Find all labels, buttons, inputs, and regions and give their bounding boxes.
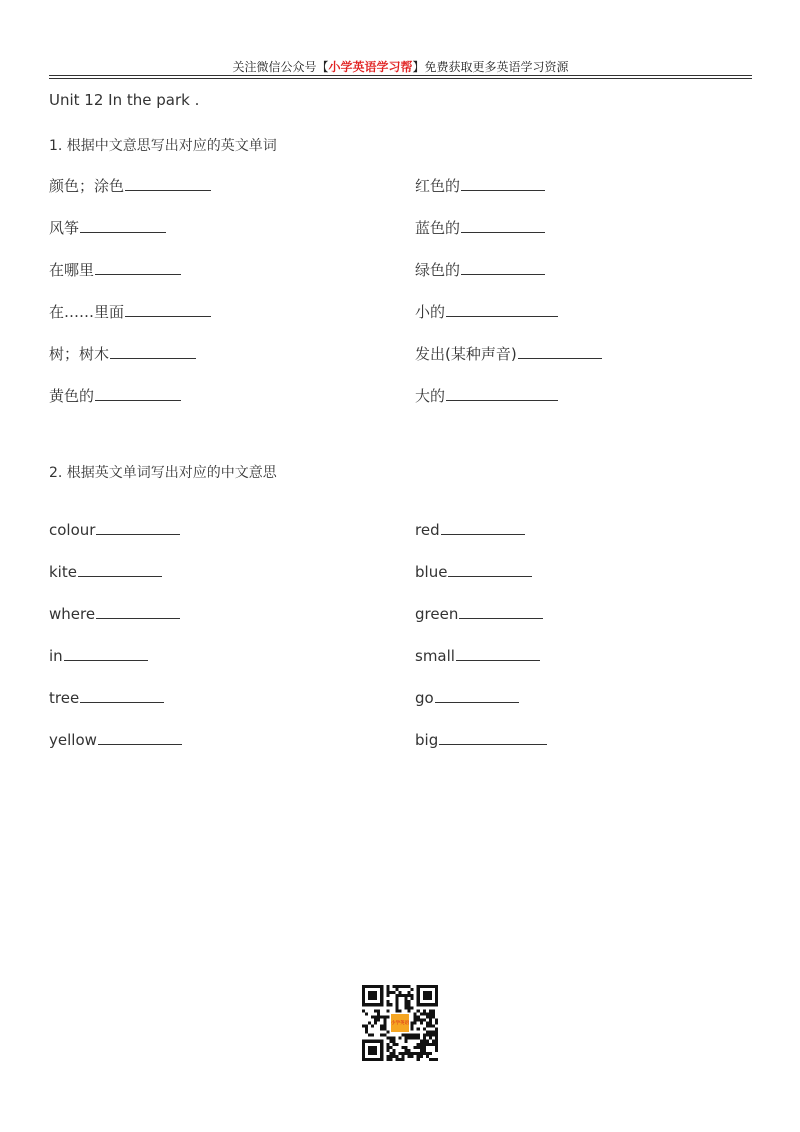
qr-module <box>402 1046 405 1049</box>
qr-module <box>383 1028 386 1031</box>
qr-module <box>429 1012 432 1015</box>
answer-blank[interactable] <box>125 302 211 317</box>
qr-module <box>411 1006 414 1009</box>
qr-module <box>417 1055 420 1058</box>
qr-module <box>429 1052 432 1055</box>
answer-blank[interactable] <box>461 176 545 191</box>
qr-module <box>405 1034 408 1037</box>
qr-module <box>432 1009 435 1012</box>
section2-item <box>415 520 525 540</box>
qr-module <box>411 1034 414 1037</box>
qr-module <box>408 1037 411 1040</box>
qr-module <box>365 1031 368 1034</box>
qr-module <box>429 1037 432 1040</box>
qr-module <box>389 1040 392 1043</box>
item-label: 颜色；涂色 <box>49 177 125 195</box>
qr-module <box>414 1012 417 1015</box>
qr-module <box>435 1049 438 1052</box>
qr-module <box>423 1040 426 1043</box>
section2-item <box>415 730 547 750</box>
qr-module <box>386 1037 389 1040</box>
qr-module <box>365 1028 368 1031</box>
qr-module <box>423 1012 426 1015</box>
qr-module <box>408 1009 411 1012</box>
qr-module <box>426 1052 429 1055</box>
qr-module <box>405 1000 408 1003</box>
answer-blank[interactable] <box>80 688 164 703</box>
answer-blank[interactable] <box>446 302 558 317</box>
answer-blank[interactable] <box>459 604 543 619</box>
qr-logo-text: 小学英语 <box>390 1021 410 1027</box>
qr-module <box>432 1034 435 1037</box>
section1-item <box>415 302 558 322</box>
qr-module <box>435 1058 438 1061</box>
qr-module <box>386 991 389 994</box>
qr-module <box>423 1043 426 1046</box>
answer-blank[interactable] <box>461 218 545 233</box>
qr-module <box>395 1055 398 1058</box>
qr-module <box>426 1040 429 1043</box>
qr-module <box>380 1028 383 1031</box>
qr-module <box>383 1015 386 1018</box>
qr-module <box>383 1021 386 1024</box>
qr-module <box>386 1043 389 1046</box>
header-bracket-close: 】 <box>412 60 425 74</box>
qr-module <box>386 1058 389 1061</box>
qr-module <box>371 1015 374 1018</box>
item-label: 绿色的 <box>415 261 461 279</box>
qr-module <box>420 1012 423 1015</box>
qr-module <box>411 1021 414 1024</box>
qr-module <box>414 1015 417 1018</box>
qr-module <box>377 1015 380 1018</box>
section1-item <box>415 176 545 196</box>
qr-module <box>417 1028 420 1031</box>
qr-module <box>426 1034 429 1037</box>
qr-module <box>398 1037 401 1040</box>
qr-module <box>414 1018 417 1021</box>
header-rule-thick <box>49 75 752 76</box>
qr-module <box>405 1049 408 1052</box>
qr-module <box>417 1009 420 1012</box>
section1-item <box>415 344 602 364</box>
qr-module <box>389 991 392 994</box>
qr-module <box>432 1025 435 1028</box>
item-label: kite <box>49 563 77 581</box>
qr-module <box>398 994 401 997</box>
section1-item <box>49 260 181 280</box>
qr-module <box>411 1025 414 1028</box>
qr-module <box>432 1043 435 1046</box>
item-label: go <box>415 689 434 707</box>
qr-module <box>389 1055 392 1058</box>
qr-module <box>417 1018 420 1021</box>
section2-item <box>49 730 182 750</box>
qr-module <box>408 1055 411 1058</box>
answer-blank[interactable] <box>518 344 602 359</box>
answer-blank[interactable] <box>80 218 166 233</box>
section2-item <box>415 688 519 708</box>
item-label: colour <box>49 521 96 539</box>
qr-module <box>411 988 414 991</box>
page-title: Unit 12 In the park . <box>49 91 200 109</box>
qr-module <box>429 1058 432 1061</box>
qr-module <box>408 1049 411 1052</box>
qr-module <box>420 1021 423 1024</box>
section1-item <box>415 260 545 280</box>
section1-item <box>415 218 545 238</box>
qr-module <box>426 1043 429 1046</box>
answer-blank[interactable] <box>78 562 162 577</box>
qr-module <box>435 1037 438 1040</box>
qr-module <box>411 1028 414 1031</box>
answer-blank[interactable] <box>456 646 540 661</box>
qr-module <box>374 1018 377 1021</box>
section2-item <box>49 520 180 540</box>
item-label: 发出(某种声音) <box>415 345 517 363</box>
qr-module <box>402 994 405 997</box>
qr-module <box>408 1000 411 1003</box>
qr-module <box>386 1046 389 1049</box>
item-label: 小的 <box>415 303 446 321</box>
item-label: in <box>49 647 63 665</box>
item-label: small <box>415 647 455 665</box>
section1-item <box>415 386 558 406</box>
qr-module <box>380 1015 383 1018</box>
qr-module <box>408 985 411 988</box>
qr-module <box>383 1018 386 1021</box>
qr-module <box>386 1049 389 1052</box>
qr-module <box>395 988 398 991</box>
qr-module <box>435 1028 438 1031</box>
qr-module <box>423 1046 426 1049</box>
qr-module <box>408 991 411 994</box>
qr-module <box>432 1015 435 1018</box>
qr-module <box>420 1052 423 1055</box>
qr-module <box>398 1052 401 1055</box>
answer-blank[interactable] <box>441 520 525 535</box>
header-prefix: 关注微信公众号 <box>232 60 317 74</box>
qr-module <box>402 1034 405 1037</box>
qr-module <box>426 1055 429 1058</box>
item-label: 树；树木 <box>49 345 110 363</box>
qr-module <box>408 1006 411 1009</box>
section2-item <box>415 562 532 582</box>
qr-module <box>395 1058 398 1061</box>
qr-module <box>429 1021 432 1024</box>
qr-module <box>417 1052 420 1055</box>
qr-module <box>420 1049 423 1052</box>
qr-module <box>435 1031 438 1034</box>
qr-module <box>423 1034 426 1037</box>
qr-module <box>392 1040 395 1043</box>
qr-module <box>398 991 401 994</box>
item-label: 蓝色的 <box>415 219 461 237</box>
qr-module <box>435 1021 438 1024</box>
section2-heading: 2. 根据英文单词写出对应的中文意思 <box>49 465 277 481</box>
qr-module <box>405 1052 408 1055</box>
item-label: 在……里面 <box>49 303 125 321</box>
qr-module <box>411 1037 414 1040</box>
qr-module <box>386 1009 389 1012</box>
qr-module <box>420 1046 423 1049</box>
qr-module <box>417 1015 420 1018</box>
qr-module <box>374 1015 377 1018</box>
qr-module <box>389 1037 392 1040</box>
qr-module <box>389 1052 392 1055</box>
header-suffix: 免费获取更多英语学习资源 <box>424 60 569 74</box>
section2-item <box>49 688 164 708</box>
qr-module <box>405 1040 408 1043</box>
qr-module <box>423 1018 426 1021</box>
qr-module <box>389 1003 392 1006</box>
qr-module <box>402 1055 405 1058</box>
qr-module <box>435 1046 438 1049</box>
qr-module <box>435 1040 438 1043</box>
answer-blank[interactable] <box>95 386 181 401</box>
qr-module <box>398 1009 401 1012</box>
qr-module <box>435 1018 438 1021</box>
qr-module <box>380 1034 383 1037</box>
qr-module <box>371 1025 374 1028</box>
qr-module <box>402 1052 405 1055</box>
qr-module <box>362 1025 365 1028</box>
qr-module <box>429 1025 432 1028</box>
qr-module <box>429 1031 432 1034</box>
qr-module <box>432 1012 435 1015</box>
qr-module <box>392 1037 395 1040</box>
qr-module <box>405 1037 408 1040</box>
qr-module <box>362 1009 365 1012</box>
qr-module <box>429 1043 432 1046</box>
item-label: blue <box>415 563 448 581</box>
qr-module <box>392 1052 395 1055</box>
qr-module <box>395 994 398 997</box>
qr-module <box>398 985 401 988</box>
qr-module <box>386 1015 389 1018</box>
qr-module <box>405 985 408 988</box>
item-label: 在哪里 <box>49 261 95 279</box>
answer-blank[interactable] <box>461 260 545 275</box>
qr-module <box>386 988 389 991</box>
answer-blank[interactable] <box>98 730 182 745</box>
qr-module <box>414 1037 417 1040</box>
item-label: yellow <box>49 731 97 749</box>
qr-module <box>426 1021 429 1024</box>
qr-module <box>377 1012 380 1015</box>
item-label: 红色的 <box>415 177 461 195</box>
answer-blank[interactable] <box>64 646 148 661</box>
qr-module <box>411 994 414 997</box>
section2-item <box>49 562 162 582</box>
answer-blank[interactable] <box>125 176 211 191</box>
qr-module <box>389 1058 392 1061</box>
qr-module <box>386 1000 389 1003</box>
qr-module <box>395 1009 398 1012</box>
qr-module <box>426 1015 429 1018</box>
section1-heading: 1. 根据中文意思写出对应的英文单词 <box>49 138 277 154</box>
item-label: 大的 <box>415 387 446 405</box>
qr-module <box>423 1028 426 1031</box>
qr-module <box>414 1034 417 1037</box>
qr-module <box>365 1025 368 1028</box>
answer-blank[interactable] <box>95 260 181 275</box>
qr-module <box>417 1034 420 1037</box>
section2-item <box>415 646 540 666</box>
qr-module <box>426 1025 429 1028</box>
qr-module <box>435 1043 438 1046</box>
qr-module <box>386 994 389 997</box>
qr-module <box>417 1046 420 1049</box>
qr-module <box>411 997 414 1000</box>
qr-module <box>395 1003 398 1006</box>
qr-module <box>432 1031 435 1034</box>
qr-module <box>395 1000 398 1003</box>
qr-module <box>386 1055 389 1058</box>
qr-module <box>426 1012 429 1015</box>
page-header <box>49 58 752 75</box>
qr-module <box>392 1049 395 1052</box>
section1-item <box>49 344 196 364</box>
qr-module <box>374 1021 377 1024</box>
item-label: where <box>49 605 96 623</box>
qr-module <box>411 1055 414 1058</box>
qr-module <box>392 991 395 994</box>
qr-module <box>368 1021 371 1024</box>
qr-module <box>429 1015 432 1018</box>
qr-module <box>383 1034 386 1037</box>
section2-item <box>49 604 180 624</box>
qr-module <box>377 1018 380 1021</box>
section2-item <box>415 604 543 624</box>
qr-module <box>365 1012 368 1015</box>
section1-item <box>49 176 211 196</box>
qr-module <box>426 1031 429 1034</box>
qr-module <box>395 1006 398 1009</box>
qr-module <box>386 1031 389 1034</box>
qr-module <box>395 985 398 988</box>
qr-module <box>405 997 408 1000</box>
header-account-name: 小学英语学习帮 <box>328 60 413 74</box>
qr-module <box>392 1055 395 1058</box>
qr-module <box>408 994 411 997</box>
item-label: 风筝 <box>49 219 80 237</box>
header-bracket-open: 【 <box>316 60 329 74</box>
qr-module <box>432 1058 435 1061</box>
qr-module <box>389 1046 392 1049</box>
qr-module <box>405 1006 408 1009</box>
answer-blank[interactable] <box>435 688 519 703</box>
qr-module <box>423 1009 426 1012</box>
qr-module <box>408 1052 411 1055</box>
qr-module <box>392 985 395 988</box>
qr-module <box>429 1009 432 1012</box>
qr-module <box>383 1025 386 1028</box>
qr-module <box>420 1055 423 1058</box>
answer-blank[interactable] <box>110 344 196 359</box>
qr-code <box>362 985 438 1061</box>
qr-module <box>435 1034 438 1037</box>
qr-module <box>408 1003 411 1006</box>
qr-module <box>371 1034 374 1037</box>
qr-module <box>392 1043 395 1046</box>
qr-module <box>405 994 408 997</box>
qr-module <box>368 1034 371 1037</box>
qr-module <box>408 1034 411 1037</box>
qr-module <box>411 1052 414 1055</box>
qr-module <box>417 1058 420 1061</box>
item-label: green <box>415 605 459 623</box>
qr-module <box>417 1037 420 1040</box>
qr-module <box>405 1046 408 1049</box>
item-label: red <box>415 521 440 539</box>
qr-module <box>395 1043 398 1046</box>
qr-module <box>429 1018 432 1021</box>
item-label: tree <box>49 689 80 707</box>
qr-module <box>374 1009 377 1012</box>
item-label: big <box>415 731 439 749</box>
qr-module <box>395 997 398 1000</box>
item-label: 黄色的 <box>49 387 95 405</box>
qr-module <box>386 1003 389 1006</box>
qr-module <box>414 1046 417 1049</box>
qr-module <box>423 1052 426 1055</box>
qr-module <box>420 1040 423 1043</box>
qr-module <box>402 985 405 988</box>
qr-module <box>429 1034 432 1037</box>
qr-module <box>420 1043 423 1046</box>
answer-blank[interactable] <box>448 562 532 577</box>
qr-module <box>377 1009 380 1012</box>
answer-blank[interactable] <box>96 520 180 535</box>
qr-module <box>423 1037 426 1040</box>
qr-module <box>432 1040 435 1043</box>
section1-item <box>49 302 211 322</box>
qr-module <box>420 1018 423 1021</box>
qr-module <box>414 1021 417 1024</box>
section1-item <box>49 386 181 406</box>
section2-item <box>49 646 148 666</box>
header-rule-thin <box>49 78 752 79</box>
qr-module <box>386 985 389 988</box>
answer-blank[interactable] <box>96 604 180 619</box>
qr-module <box>402 1058 405 1061</box>
qr-module <box>398 1058 401 1061</box>
qr-module <box>380 1025 383 1028</box>
section1-item <box>49 218 166 238</box>
qr-module <box>405 1003 408 1006</box>
qr-module <box>417 1043 420 1046</box>
answer-blank[interactable] <box>439 730 547 745</box>
answer-blank[interactable] <box>446 386 558 401</box>
qr-module <box>414 1052 417 1055</box>
qr-module <box>423 1049 426 1052</box>
